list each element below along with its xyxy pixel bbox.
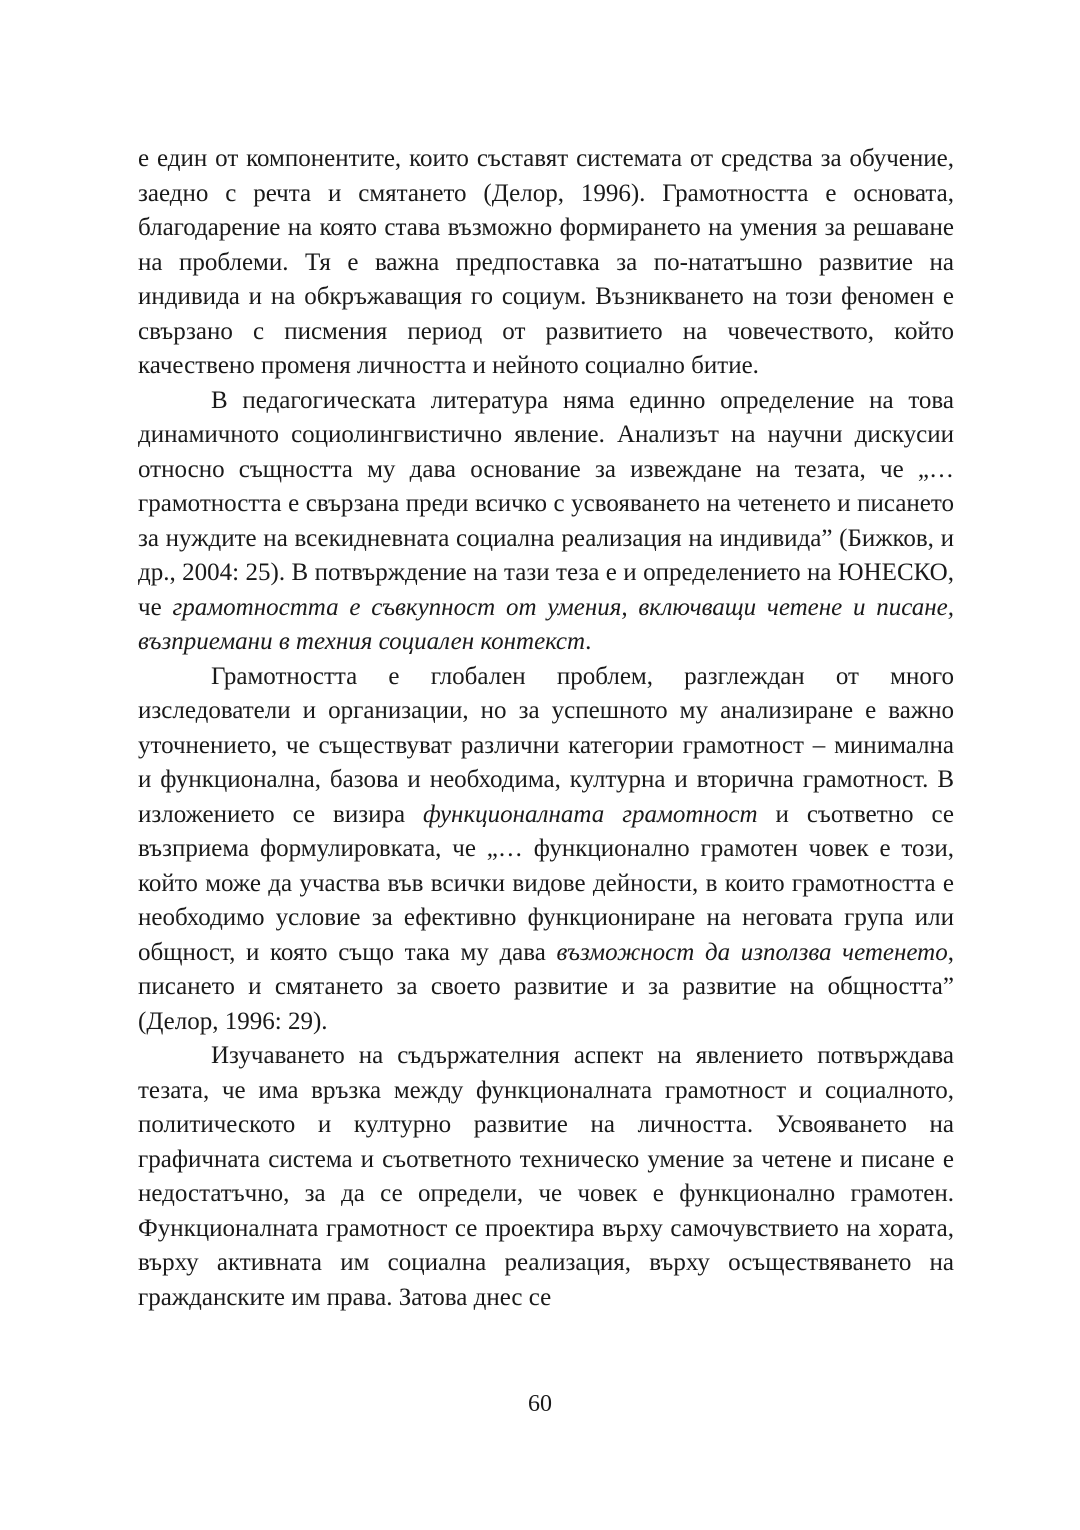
paragraph-4 [138, 1039, 954, 1315]
paragraph-3-text-c: , писането и смятането за своето развитие и за развитие на общността” (Делор, 1996: 29). [138, 938, 954, 1035]
paragraph-2-italic-definition: грамотността е съвкупност от умения, включващи четене и писане, възприемани в техния социален контекст [138, 593, 955, 655]
paragraph-2-text: В педагогическата литература няма единно определение на това динамичното социолингвистично явление. Анализът на научни дискусии относно същността му дава основание за извеждане на тезата, че „… грамотността е свързана преди всичко с усвояването на четенето и писането за нуждите на всекидневната социална реализация на индивида” (Бижков, и др., 2004: 25). В потвърждение на тази теза е и определението на ЮНЕСКО, че [138, 386, 954, 621]
paragraph-1-text: е един от компонентите, които съставят системата от средства за обучение, заедно с речта и смятането (Делор, 1996). Грамотността е основата, благодарение на която става възможно формирането на умения за решаване на проблеми. Тя е важна предпоставка за по-нататъшно развитие на индивида и на обкръжаващия го социум. Възникването на този феномен е свързано с писмения период от развитието на човечеството, който качествено променя личността и нейното социално битие. [138, 145, 954, 379]
paragraph-3-text-b: и съответно се възприема формулировката, че „… функционално грамотен човек е този, който може да участва във всички видове дейности, в които грамотността е необходимо условие за ефективно функциониране на неговата група или общност, и която също така му дава [138, 800, 954, 966]
paragraph-2 [138, 384, 954, 660]
paragraph-1 [138, 142, 954, 384]
paragraph-3-italic-phrase: възможност да използва четенето [556, 938, 948, 966]
page-number: 60 [528, 1391, 552, 1417]
body-text [138, 142, 954, 1315]
paragraph-4-text: Изучаването на съдържателния аспект на явлението потвърждава тезата, че има връзка между функционалната грамотност и социалното, политическото и културно развитие на личността. Усвояването на графичната система и съответното техническо умение за четене и писане е недостатъчно, за да се определи, че човек е функционално грамотен. Функционалната грамотност се проектира върху самочувствието на хората, върху активната им социална реализация, върху осъществяването на гражданските им права. Затова днес се [138, 1042, 954, 1311]
paragraph-2-end: . [585, 628, 592, 655]
paragraph-3 [138, 660, 954, 1040]
paragraph-3-italic-term: функционалната грамотност [423, 800, 758, 828]
paragraph-3-text-a: Грамотността е глобален проблем, разглеждан от много изследователи и организации, но за успешното му анализиране е важно уточнението, че съществуват различни категории грамотност – минимална и функционална, базова и необходима, културна и вторична грамотност. В изложението се визира [138, 662, 954, 828]
